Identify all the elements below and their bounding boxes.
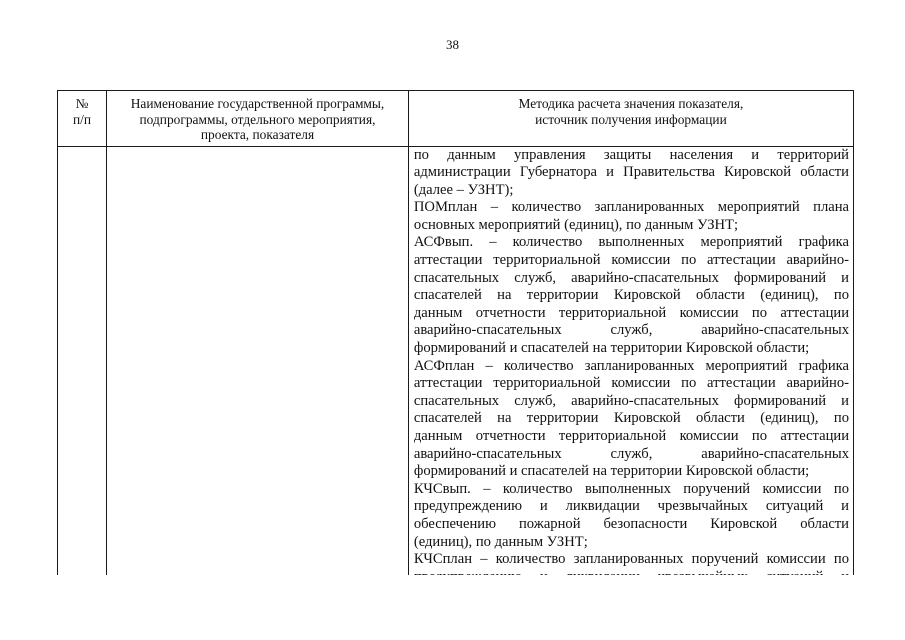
cell-program-name	[107, 146, 409, 587]
methodology-text-line: (далее – УЗНТ);	[413, 181, 514, 198]
methodology-text-line: данным отчетности территориальной комиссии по аттестации	[413, 428, 849, 444]
methodology-text-line: по данным управления защиты населения и территорий	[413, 146, 849, 163]
methodology-text-line: предупреждению и ликвидации чрезвычайных ситуаций и	[413, 498, 849, 515]
header-number-line: п/п	[73, 111, 92, 127]
header-program-name	[107, 91, 409, 147]
methodology-text-line: КЧСплан – количество запланированных поручений комиссии по	[413, 551, 849, 568]
methodology-text-line: спасателей на территории Кировской области (единиц), по	[413, 287, 849, 304]
header-methodology	[408, 91, 853, 147]
methodology-text-line: спасателей на территории Кировской области (единиц), по	[413, 410, 849, 427]
methodology-text-line: АСФвып. – количество выполненных мероприятий графика	[413, 234, 849, 251]
methodology-text-line: аттестации территориальной комиссии по аттестации аварийно-	[413, 375, 849, 392]
table-row	[58, 146, 854, 587]
indicator-methodology-table	[57, 90, 854, 587]
methodology-text-line: администрации Губернатора и Правительства Кировской области	[413, 164, 849, 181]
methodology-text-line: аварийно-спасательных служб, аварийно-спасательных	[413, 322, 849, 339]
methodology-text-line: основных мероприятий (единиц), по данным УЗНТ;	[413, 216, 739, 233]
cell-number	[58, 146, 107, 587]
methodology-text-line: спасательных служб, аварийно-спасательных формирований и	[413, 269, 849, 286]
methodology-text-line: обеспечению пожарной безопасности Кировской области	[413, 515, 849, 532]
table-header-row	[58, 91, 854, 147]
header-number-line: №	[75, 96, 89, 111]
methodology-text-line: АСФплан – количество запланированных мероприятий графика	[413, 357, 849, 374]
methodology-text-line: спасательных служб, аварийно-спасательных формирований и	[413, 392, 849, 409]
header-program-line: Наименование государственной программы,	[130, 96, 385, 111]
header-methodology-line: Методика расчета значения показателя,	[518, 96, 744, 111]
header-number	[58, 91, 107, 147]
methodology-text-line: КЧСвып. – количество выполненных поручений комиссии по	[413, 480, 849, 497]
methodology-text-line: формирований и спасателей на территории Кировской области;	[413, 340, 810, 357]
header-program-line: подпрограммы, отдельного мероприятия,	[139, 111, 376, 127]
methodology-text-line: аттестации территориальной комиссии по аттестации аварийно-	[413, 252, 849, 269]
methodology-text-line: ПОМплан – количество запланированных мероприятий плана	[413, 199, 849, 216]
methodology-text-line: данным отчетности территориальной комиссии по аттестации	[413, 304, 849, 321]
methodology-text-line: формирований и спасателей на территории Кировской области;	[413, 463, 810, 480]
methodology-text-line: аварийно-спасательных служб, аварийно-спасательных	[413, 445, 849, 462]
header-methodology-line: источник получения информации	[535, 111, 727, 127]
methodology-text-line: (единиц), по данным УЗНТ;	[413, 533, 588, 550]
page-number: 38	[446, 37, 459, 52]
header-program-line: проекта, показателя	[200, 127, 315, 142]
page-bottom-margin	[0, 575, 905, 640]
cell-methodology	[408, 146, 853, 587]
